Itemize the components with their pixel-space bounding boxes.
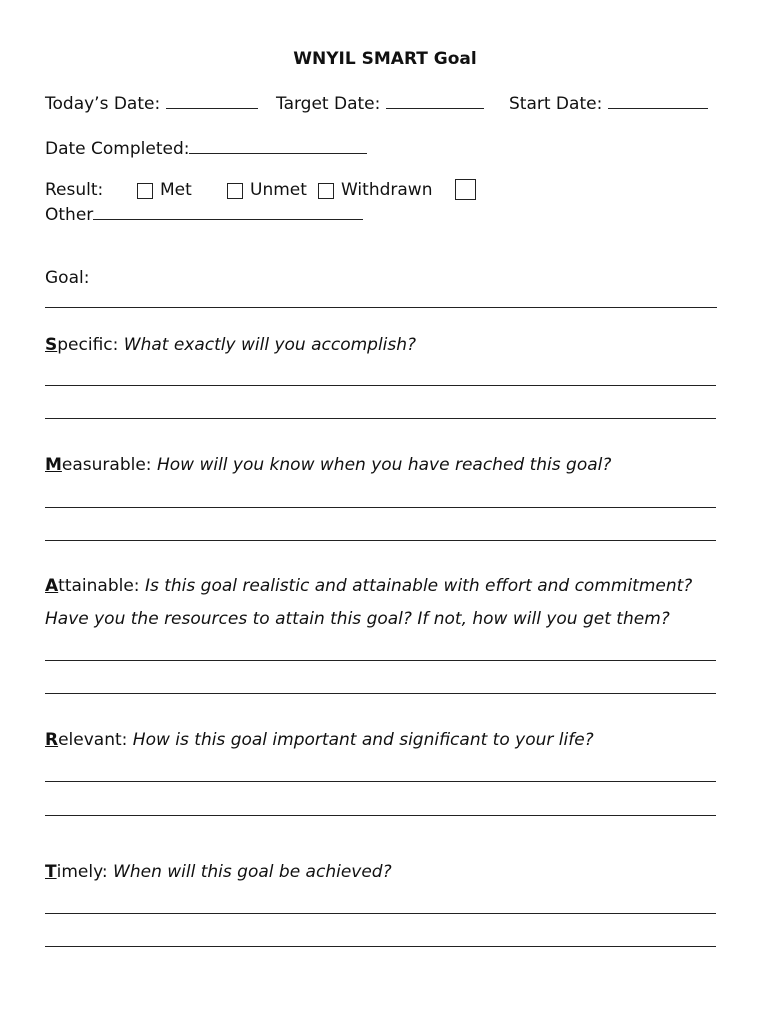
timely-line-2[interactable] [45, 946, 716, 947]
unmet-option-label: Unmet [250, 180, 307, 200]
timely-line-1[interactable] [45, 913, 716, 914]
start-date-row [509, 92, 708, 114]
target-date-field[interactable] [386, 92, 484, 109]
specific-initial: S [45, 335, 58, 355]
timely-question: When will this goal be achieved? [113, 862, 392, 882]
target-date-row [276, 92, 484, 114]
other-checkbox[interactable] [455, 179, 476, 200]
date-completed-row [45, 137, 367, 159]
measurable-line-1[interactable] [45, 507, 716, 508]
date-completed-field[interactable] [189, 137, 367, 154]
timely-heading [45, 862, 392, 882]
relevant-label: elevant: [58, 730, 128, 750]
measurable-initial: M [45, 455, 62, 475]
measurable-heading [45, 455, 611, 475]
page-title: WNYIL SMART Goal [293, 49, 477, 69]
measurable-question: How will you know when you have reached this goal? [156, 455, 612, 475]
attainable-heading [45, 576, 692, 596]
start-date-label: Start Date: [509, 94, 603, 114]
target-date-label: Target Date: [276, 94, 381, 114]
attainable-line-2[interactable] [45, 693, 716, 694]
met-option-label: Met [160, 180, 192, 200]
timely-initial: T [45, 862, 57, 882]
relevant-initial: R [45, 730, 59, 750]
other-row [45, 203, 363, 225]
timely-label: imely: [56, 862, 108, 882]
specific-heading [45, 335, 416, 355]
attainable-label: ttainable: [58, 576, 140, 596]
attainable-line-1[interactable] [45, 660, 716, 661]
unmet-checkbox[interactable] [227, 183, 243, 199]
measurable-line-2[interactable] [45, 540, 716, 541]
other-field[interactable] [93, 203, 363, 220]
start-date-field[interactable] [608, 92, 708, 109]
specific-line-2[interactable] [45, 418, 716, 419]
withdrawn-checkbox[interactable] [318, 183, 334, 199]
relevant-heading [45, 730, 594, 750]
relevant-line-1[interactable] [45, 781, 716, 782]
specific-line-1[interactable] [45, 385, 716, 386]
attainable-initial: A [45, 576, 59, 596]
todays-date-row [45, 92, 258, 114]
todays-date-label: Today’s Date: [45, 94, 161, 114]
todays-date-field[interactable] [166, 92, 258, 109]
relevant-question: How is this goal important and significant to your life? [132, 730, 594, 750]
specific-question: What exactly will you accomplish? [123, 335, 417, 355]
attainable-question: Is this goal realistic and attainable with effort and commitment? [144, 576, 693, 596]
goal-label: Goal: [45, 268, 90, 288]
measurable-label: easurable: [61, 455, 152, 475]
specific-label: pecific: [57, 335, 119, 355]
withdrawn-option-label: Withdrawn [341, 180, 433, 200]
date-completed-label: Date Completed: [45, 139, 190, 159]
other-label: Other [45, 205, 94, 225]
goal-line[interactable] [45, 307, 717, 308]
attainable-question-2: Have you the resources to attain this goal? If not, how will you get them? [45, 609, 670, 629]
met-checkbox[interactable] [137, 183, 153, 199]
result-label: Result: [45, 180, 104, 200]
relevant-line-2[interactable] [45, 815, 716, 816]
